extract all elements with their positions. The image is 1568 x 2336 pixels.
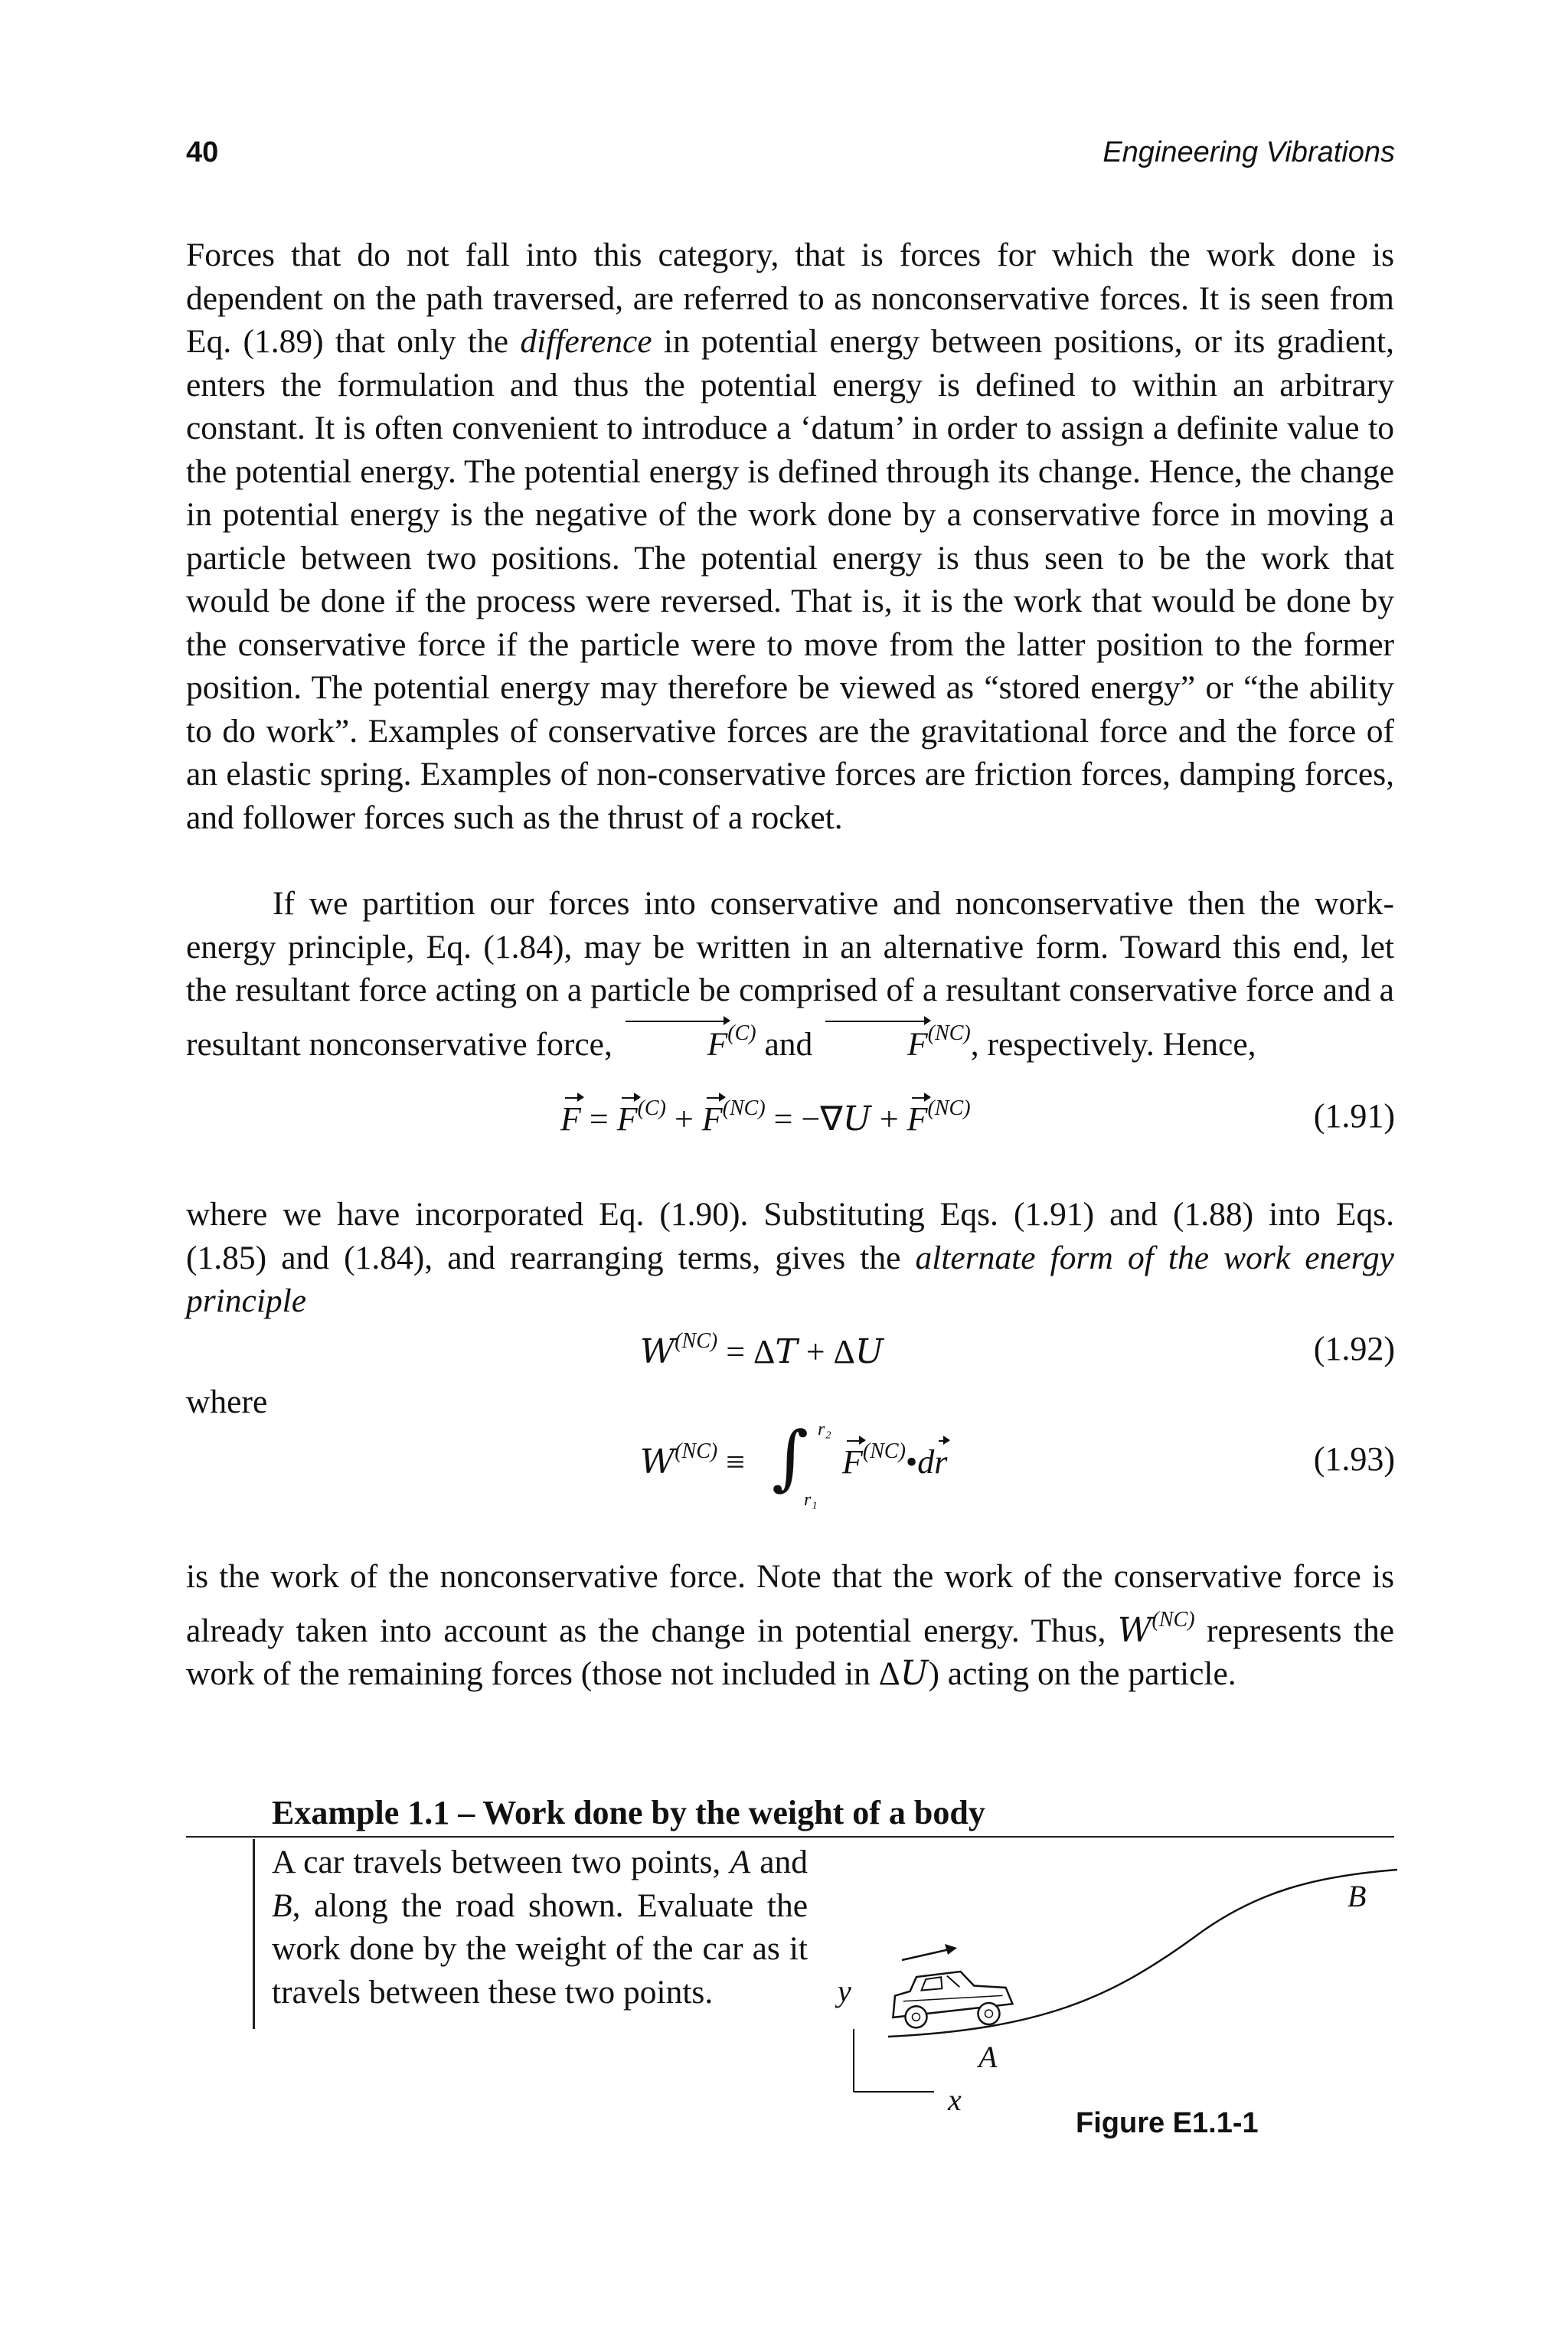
- equation-1-92: [0, 1329, 1568, 1383]
- eq-operator: +: [871, 1100, 907, 1138]
- eq-operator: •: [905, 1443, 918, 1481]
- example-title: Example 1.1 – Work done by the weight of a body: [272, 1794, 985, 1831]
- work-symbol: W: [1117, 1611, 1152, 1650]
- eq-potential-energy: U: [842, 1099, 871, 1139]
- para1-text-a: Forces that do not fall into this category, that is forces for which the work done is dependent on the path traversed, are referred to as nonconservative forces. It is seen from Eq. (1.89) that only the: [186, 237, 1394, 360]
- road-car-figure: [812, 1845, 1409, 2113]
- eq-superscript: (NC): [927, 1096, 971, 1120]
- eq-kinetic-energy: T: [775, 1332, 798, 1371]
- equation-1-91: [0, 1096, 1568, 1150]
- point-b-label: B: [272, 1887, 292, 1924]
- example-text-2: and: [750, 1844, 808, 1880]
- paragraph-nonconservative-work: [186, 1555, 1394, 1696]
- point-a-label: A: [730, 1844, 751, 1880]
- eq-superscript: (NC): [722, 1096, 766, 1120]
- eq-operator: =: [580, 1100, 617, 1138]
- integrand: [842, 1439, 947, 1482]
- example-side-bar: [253, 1839, 255, 2029]
- para4-text-c: ) acting on the particle.: [928, 1655, 1236, 1692]
- integral-lower-limit: r₁: [804, 1490, 818, 1510]
- eq-superscript: (NC): [862, 1439, 906, 1463]
- figure-caption: Figure E1.1-1: [1076, 2107, 1259, 2139]
- car-icon: [890, 1967, 1014, 2032]
- eq-operator: = −∇: [765, 1100, 843, 1138]
- equation-1-92-body: [640, 1329, 884, 1371]
- equation-1-93-body: [640, 1439, 745, 1482]
- point-b-label: B: [1348, 1879, 1367, 1913]
- eq-superscript: (C): [637, 1096, 666, 1120]
- eq-operator: + Δ: [797, 1333, 855, 1371]
- para2-text-b: , respectively. Hence,: [970, 1025, 1256, 1063]
- superscript-nc: (NC): [927, 1021, 971, 1045]
- eq-position-vector: r: [934, 1443, 948, 1481]
- para4-text-a: is the work of the nonconservative force. Note that the work of the conservative force is already taken into account as the change in potential energy. Thus,: [186, 1558, 1394, 1649]
- potential-energy-symbol: U: [900, 1655, 929, 1693]
- eq-symbol: F: [906, 1100, 928, 1138]
- integral-upper-limit: r₂: [818, 1420, 831, 1439]
- para2-text-a: If we partition our forces into conservative and nonconservative then the work-energy principle, Eq. (1.84), may be written in an alternative form. Toward this end, let the resultant force acting on a particle be comprised of a resultant conservative force and a resultant nonconservative force,: [186, 885, 1394, 1063]
- para1-text-b: in potential energy between positions, or its gradient, enters the formulation and thus the potential energy is defined to within an arbitrary constant. It is often convenient to introduce a ‘datum’ in order to assign a definite value to the potential energy. The potential energy is defined through its change. Hence, the change in potential energy is the negative of the work done by a conservative force in moving a particle between two positions. The potential energy is thus seen to be the work that would be done if the process were reversed. That is, it is the work that would be done by the conservative force if the particle were to move from the latter position to the former position. The potential energy may therefore be viewed as “stored energy” or “the ability to do work”. Examples of conservative forces are the gravitational force and the force of an elastic spring. Examples of non-conservative forces are friction forces, damping forces, and follower forces such as the thrust of a rocket.: [186, 323, 1394, 836]
- eq-symbol: F: [842, 1443, 863, 1481]
- eq-superscript: (NC): [675, 1439, 718, 1463]
- where-label: where: [186, 1384, 268, 1420]
- equation-1-91-body: [560, 1096, 971, 1139]
- para4-text-b: represents the work of the remaining forces (those not included in Δ: [186, 1612, 1395, 1692]
- eq-superscript: (NC): [675, 1329, 718, 1353]
- equation-1-93: [0, 1416, 1568, 1510]
- example-divider: [186, 1836, 1394, 1838]
- road-curve: [888, 1870, 1397, 2037]
- para1-emphasis: difference: [520, 323, 652, 360]
- equation-number: (1.93): [1313, 1440, 1395, 1478]
- equation-number: (1.92): [1313, 1330, 1395, 1367]
- paragraph-partition-forces: [186, 882, 1394, 1066]
- example-problem-text: [272, 1841, 808, 2014]
- equation-number: (1.91): [1313, 1097, 1395, 1135]
- x-axis-label: x: [948, 2083, 962, 2113]
- para3-text: where we have incorporated Eq. (1.90). Substituting Eqs. (1.91) and (1.88) into Eqs. (1.85) and (1.84), and rearranging terms, gives the: [186, 1196, 1394, 1276]
- page-number: 40: [186, 136, 219, 168]
- paragraph-conservative-forces: [186, 234, 1394, 839]
- example-text-1: A car travels between two points,: [272, 1844, 730, 1880]
- eq-operator: ≡: [717, 1443, 746, 1481]
- point-a-label: A: [978, 2040, 998, 2074]
- eq-operator: = Δ: [717, 1333, 776, 1371]
- superscript-c: (C): [727, 1021, 756, 1045]
- example-text-3: , along the road shown. Evaluate the work done by the weight of the car as it travels between these two points.: [272, 1887, 808, 2011]
- running-header-title: Engineering Vibrations: [1102, 136, 1395, 168]
- eq-symbol: F: [616, 1100, 638, 1138]
- paragraph-substitution: [186, 1193, 1394, 1323]
- direction-arrow-icon: [902, 1944, 957, 1960]
- eq-operator: +: [665, 1100, 702, 1138]
- eq-differential: d: [917, 1443, 935, 1481]
- para2-and: and: [756, 1025, 822, 1063]
- superscript-nc: (NC): [1152, 1607, 1195, 1632]
- eq-work-symbol: W: [640, 1442, 675, 1482]
- eq-potential-energy: U: [854, 1332, 884, 1371]
- integral-sign: ∫: [772, 1416, 808, 1498]
- force-vector-symbol: F: [821, 1023, 928, 1067]
- eq-symbol: F: [560, 1100, 581, 1138]
- eq-work-symbol: W: [640, 1332, 675, 1371]
- force-vector-symbol: F: [621, 1023, 728, 1067]
- eq-symbol: F: [701, 1100, 723, 1138]
- y-axis-label: y: [838, 1974, 851, 2008]
- para3-emphasis: alternate form of the work energy principle: [186, 1239, 1394, 1319]
